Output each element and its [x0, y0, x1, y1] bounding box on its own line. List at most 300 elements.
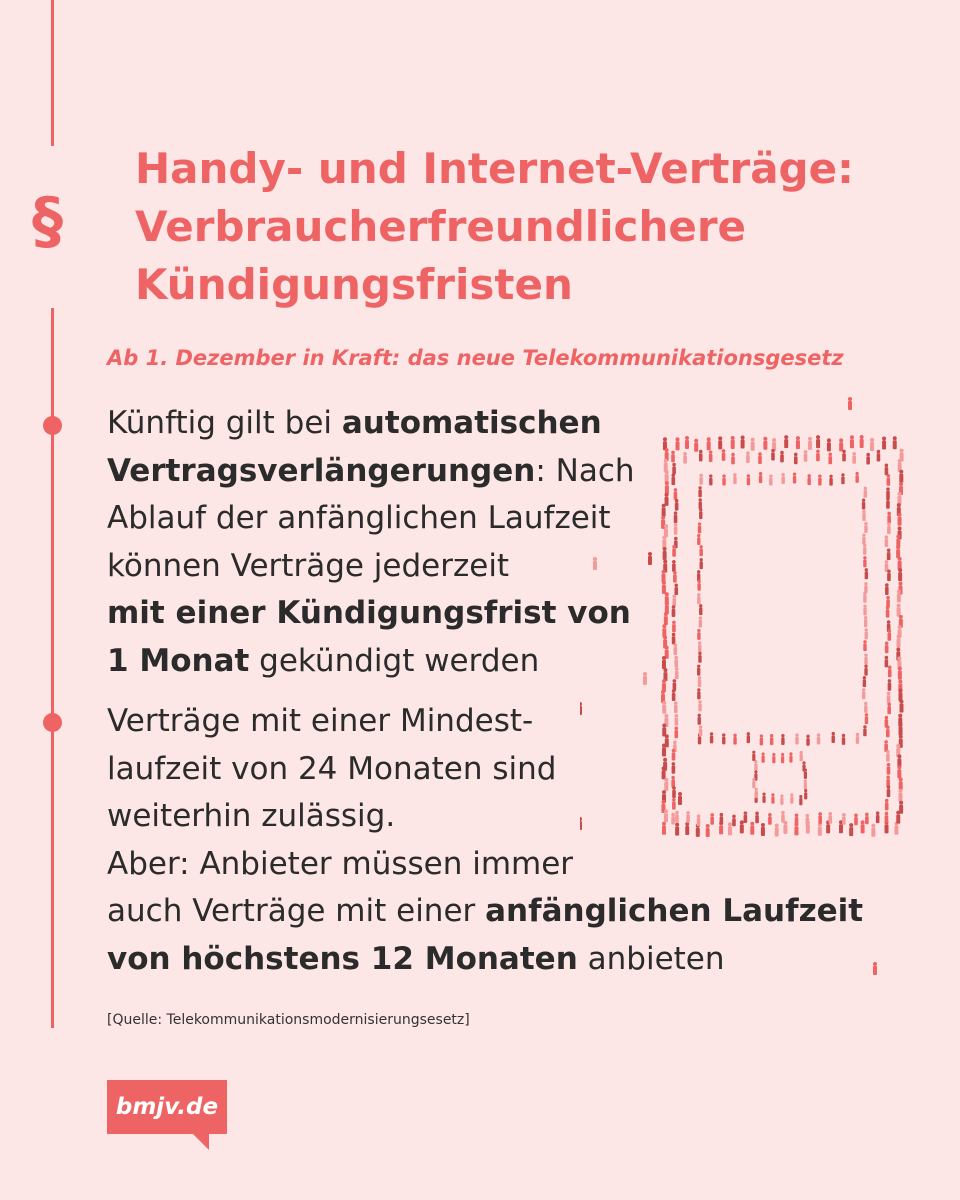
crowd-person-body — [781, 815, 785, 823]
crowd-person-body — [886, 754, 890, 762]
crowd-person-head — [864, 522, 867, 525]
crowd-person-body — [862, 537, 865, 545]
crowd-person-body — [643, 676, 647, 685]
crowd-person-head — [761, 823, 765, 827]
crowd-person-head — [741, 436, 745, 440]
crowd-person-body — [864, 657, 867, 665]
crowd-person-body — [865, 717, 868, 725]
crowd-person-head — [896, 535, 900, 539]
crowd-person-head — [662, 743, 666, 747]
crowd-person-head — [899, 735, 903, 739]
crowd-person-head — [888, 666, 892, 670]
crowd-person-body — [865, 816, 869, 824]
crowd-person-body — [816, 453, 820, 461]
crowd-person-head — [706, 824, 710, 828]
crowd-person-body — [839, 442, 843, 451]
crowd-person-head — [675, 823, 679, 827]
crowd-person-head — [728, 822, 732, 826]
crowd-person-head — [854, 814, 858, 818]
crowd-person-body — [720, 816, 724, 824]
crowd-person-body — [775, 827, 779, 836]
crowd-person-body — [709, 478, 712, 486]
crowd-person-body — [804, 454, 808, 462]
crowd-person-body — [663, 551, 667, 560]
crowd-person-body — [698, 717, 701, 725]
p1-text-c: Ablauf der anfänglichen Laufzeit — [107, 500, 611, 536]
crowd-person-head — [674, 523, 678, 527]
crowd-person-body — [698, 655, 701, 663]
crowd-person-head — [887, 692, 891, 696]
crowd-person-body — [862, 513, 865, 521]
crowd-person-body — [674, 659, 678, 667]
crowd-person-body — [894, 826, 898, 835]
crowd-person-body — [698, 490, 701, 498]
crowd-person-head — [707, 437, 711, 441]
crowd-person-body — [697, 692, 700, 700]
crowd-person-head — [755, 788, 758, 791]
crowd-person-body — [671, 477, 675, 485]
crowd-person-body — [664, 813, 668, 822]
crowd-person-head — [675, 811, 679, 815]
crowd-person-head — [674, 726, 678, 730]
crowd-person-head — [856, 733, 859, 736]
point-1-text — [107, 400, 635, 685]
crowd-person-body — [877, 453, 881, 461]
crowd-person-body — [885, 587, 889, 595]
crowd-person-body — [755, 791, 758, 798]
crowd-person-head — [697, 580, 700, 583]
crowd-person-body — [863, 560, 866, 568]
crowd-person-head — [661, 516, 665, 520]
crowd-person-head — [808, 437, 812, 441]
p2-text-e: auch Verträge mit einer — [107, 893, 486, 929]
crowd-person-head — [662, 766, 666, 770]
crowd-person-head — [661, 690, 665, 694]
crowd-person-head — [676, 437, 680, 441]
crowd-person-body — [674, 647, 678, 655]
crowd-person-head — [664, 809, 668, 813]
crowd-person-body — [849, 827, 853, 836]
crowd-person-body — [662, 826, 666, 835]
crowd-person-body — [580, 706, 582, 715]
crowd-person-head — [887, 512, 891, 516]
crowd-person-body — [873, 966, 877, 975]
p2-text-f: anbieten — [577, 940, 725, 977]
crowd-person-body — [752, 754, 755, 761]
crowd-person-head — [593, 557, 597, 561]
crowd-person-head — [674, 583, 678, 587]
crowd-person-head — [671, 451, 675, 455]
crowd-person-body — [887, 573, 891, 581]
crowd-person-body — [760, 738, 763, 746]
crowd-person-head — [678, 792, 682, 796]
crowd-person-head — [771, 793, 774, 796]
crowd-person-head — [898, 667, 902, 671]
crowd-person-head — [665, 592, 669, 596]
crowd-person-head — [772, 753, 775, 756]
crowd-person-head — [855, 472, 858, 475]
crowd-person-head — [674, 701, 678, 705]
crowd-person-body — [855, 475, 858, 483]
crowd-person-head — [865, 813, 869, 817]
crowd-person-body — [699, 620, 702, 628]
crowd-person-head — [664, 459, 668, 463]
bullet-dot-1 — [43, 416, 62, 435]
crowd-person-body — [804, 772, 807, 779]
p2-text-a: Verträge mit einer Mindest- — [107, 703, 534, 739]
crowd-person-body — [762, 796, 765, 803]
crowd-person-head — [755, 812, 759, 816]
crowd-person-head — [790, 793, 793, 796]
crowd-person-body — [675, 503, 679, 511]
crowd-person-body — [770, 737, 773, 745]
crowd-person-body — [887, 706, 891, 714]
crowd-person-head — [885, 464, 889, 468]
crowd-person-body — [698, 704, 701, 712]
crowd-person-body — [747, 478, 750, 486]
logo-speech-tail — [193, 1134, 209, 1150]
crowd-person-body — [676, 441, 680, 450]
crowd-person-head — [795, 813, 799, 817]
crowd-person-body — [866, 456, 870, 464]
crowd-person-body — [842, 737, 845, 745]
crowd-person-head — [722, 449, 726, 453]
p1-bold-a: automatischen — [341, 405, 602, 441]
crowd-person-head — [771, 449, 775, 453]
crowd-person-head — [662, 701, 666, 705]
crowd-person-head — [772, 438, 776, 442]
crowd-person-head — [897, 656, 901, 660]
crowd-person-body — [740, 824, 744, 833]
crowd-person-head — [663, 668, 667, 672]
crowd-person-head — [885, 656, 889, 660]
crowd-person-head — [864, 616, 867, 619]
crowd-person-head — [841, 473, 844, 476]
crowd-person-head — [664, 714, 668, 718]
crowd-phone-illustration — [577, 380, 920, 1000]
crowd-person-head — [752, 751, 755, 754]
crowd-person-body — [662, 585, 666, 594]
crowd-person-head — [750, 822, 754, 826]
crowd-person-body — [885, 645, 889, 653]
crowd-person-head — [674, 643, 678, 647]
crowd-person-body — [672, 549, 676, 557]
crowd-person-body — [817, 737, 820, 745]
crowd-person-head — [866, 453, 870, 457]
crowd-person-head — [899, 700, 903, 704]
crowd-person-head — [781, 473, 784, 476]
crowd-person-head — [842, 734, 845, 737]
crowd-person-body — [860, 439, 864, 448]
crowd-person-body — [672, 752, 676, 760]
crowd-person-head — [818, 474, 821, 477]
crowd-person-body — [671, 454, 675, 462]
crowd-person-body — [876, 815, 880, 823]
crowd-person-head — [898, 526, 902, 530]
crowd-person-head — [699, 725, 702, 728]
crowd-person-body — [870, 442, 874, 451]
crowd-person-head — [863, 725, 866, 728]
crowd-person-head — [896, 545, 900, 549]
crowd-person-head — [886, 776, 890, 780]
title-line-1: Handy- und Internet-Verträge: — [135, 144, 854, 193]
crowd-person-body — [750, 826, 754, 835]
crowd-person-head — [754, 770, 757, 773]
crowd-person-body — [885, 824, 889, 833]
source-note: [Quelle: Telekommunikationsmodernisierungsesetz] — [107, 1012, 470, 1028]
crowd-person-head — [672, 595, 676, 599]
crowd-person-head — [672, 463, 676, 467]
crowd-figures — [577, 397, 920, 977]
crowd-person-head — [698, 700, 701, 703]
crowd-person-head — [871, 824, 875, 828]
crowd-person-body — [865, 632, 868, 640]
crowd-person-body — [675, 671, 679, 679]
crowd-person-body — [888, 669, 892, 677]
crowd-person-head — [697, 570, 700, 573]
crowd-person-body — [887, 552, 891, 560]
crowd-person-head — [862, 533, 865, 536]
crowd-person-body — [887, 478, 891, 486]
crowd-person-body — [806, 738, 809, 746]
crowd-person-head — [698, 522, 701, 525]
crowd-person-body — [733, 737, 736, 745]
crowd-person-head — [817, 733, 820, 736]
crowd-person-head — [663, 560, 667, 564]
crowd-person-head — [898, 714, 902, 718]
crowd-person-head — [818, 812, 822, 816]
crowd-person-body — [795, 817, 799, 825]
crowd-person-head — [897, 604, 901, 608]
crowd-person-head — [699, 474, 702, 477]
crowd-person-body — [698, 526, 701, 534]
bullet-dot-2 — [43, 713, 62, 732]
crowd-person-head — [885, 716, 889, 720]
crowd-person-body — [755, 815, 759, 823]
crowd-person-head — [662, 790, 666, 794]
crowd-person-head — [804, 450, 808, 454]
crowd-person-body — [662, 705, 666, 714]
crowd-person-head — [860, 435, 864, 439]
crowd-person-head — [699, 450, 703, 454]
crowd-person-body — [818, 816, 822, 824]
crowd-person-body — [886, 609, 890, 617]
crowd-person-head — [886, 487, 890, 491]
crowd-person-head — [675, 714, 679, 718]
crowd-person-head — [897, 503, 901, 507]
crowd-person-head — [661, 800, 665, 804]
crowd-person-body — [887, 526, 891, 534]
crowd-person-body — [862, 692, 865, 700]
crowd-person-head — [864, 487, 867, 490]
crowd-person-head — [697, 534, 700, 537]
crowd-person-head — [862, 510, 865, 513]
logo-text: bmjv.de — [115, 1094, 219, 1120]
crowd-person-body — [898, 517, 902, 526]
crowd-person-head — [699, 508, 702, 511]
crowd-person-body — [697, 818, 701, 826]
crowd-person-head — [897, 765, 901, 769]
crowd-person-body — [699, 548, 702, 556]
crowd-person-head — [886, 750, 890, 754]
crowd-person-head — [665, 470, 669, 474]
crowd-person-head — [899, 470, 903, 474]
crowd-person-body — [731, 440, 735, 449]
crowd-person-head — [828, 452, 832, 456]
crowd-person-body — [674, 527, 678, 535]
crowd-person-body — [893, 440, 897, 449]
crowd-person-head — [674, 511, 678, 515]
crowd-person-head — [662, 624, 666, 628]
crowd-person-head — [804, 779, 807, 782]
crowd-person-body — [885, 659, 889, 667]
crowd-person-head — [662, 723, 666, 727]
crowd-person-body — [781, 737, 784, 745]
crowd-person-body — [888, 633, 892, 641]
crowd-person-head — [897, 754, 901, 758]
crowd-person-head — [898, 557, 902, 561]
crowd-person-body — [790, 797, 793, 804]
crowd-person-body — [593, 561, 597, 570]
crowd-person-body — [887, 515, 891, 523]
crowd-person-head — [816, 435, 820, 439]
crowd-person-head — [754, 760, 757, 763]
crowd-person-head — [643, 672, 647, 676]
crowd-person-head — [899, 482, 903, 486]
paragraph-sign-icon: § — [32, 184, 63, 257]
crowd-person-body — [722, 478, 725, 486]
crowd-person-body — [672, 624, 676, 632]
p1-text-e: gekündigt werden — [249, 642, 540, 679]
crowd-person-body — [771, 452, 775, 460]
crowd-person-head — [804, 768, 807, 771]
crowd-person-head — [769, 474, 772, 477]
crowd-person-head — [710, 813, 714, 817]
crowd-person-body — [697, 537, 700, 545]
crowd-person-body — [780, 798, 783, 805]
crowd-person-head — [863, 676, 866, 679]
crowd-person-body — [826, 824, 830, 833]
crowd-person-head — [665, 481, 669, 485]
crowd-person-body — [795, 737, 798, 745]
crowd-person-body — [850, 439, 854, 448]
timeline-line-top — [51, 0, 54, 146]
crowd-person-head — [849, 823, 853, 827]
crowd-person-head — [662, 581, 666, 585]
crowd-person-body — [769, 478, 772, 486]
crowd-person-body — [864, 619, 867, 627]
crowd-person-body — [848, 401, 852, 410]
crowd-person-head — [898, 625, 902, 629]
crowd-person-body — [648, 556, 652, 565]
crowd-person-body — [800, 754, 803, 761]
crowd-person-head — [722, 733, 725, 736]
crowd-person-head — [897, 590, 901, 594]
crowd-person-head — [709, 450, 713, 454]
crowd-person-body — [706, 828, 710, 837]
crowd-person-head — [672, 545, 676, 549]
crowd-person-head — [884, 740, 888, 744]
crowd-person-body — [828, 816, 832, 824]
crowd-person-head — [731, 453, 735, 457]
crowd-person-body — [662, 770, 666, 779]
crowd-person-head — [896, 648, 900, 652]
crowd-person-head — [671, 813, 675, 817]
crowd-person-head — [675, 667, 679, 671]
crowd-person-body — [898, 793, 902, 802]
crowd-person-body — [839, 824, 843, 833]
crowd-person-body — [722, 453, 726, 461]
crowd-person-body — [842, 453, 846, 461]
crowd-person-body — [885, 539, 889, 547]
bmjv-logo[interactable] — [107, 1080, 227, 1134]
crowd-person-body — [662, 747, 666, 756]
crowd-person-body — [697, 668, 700, 676]
crowd-person-head — [827, 438, 831, 442]
crowd-person-head — [663, 547, 667, 551]
crowd-person-body — [871, 828, 875, 837]
crowd-person-head — [710, 732, 713, 735]
crowd-person-head — [663, 635, 667, 639]
crowd-person-head — [877, 450, 881, 454]
crowd-person-head — [673, 571, 677, 575]
crowd-person-body — [678, 796, 682, 805]
crowd-person-body — [741, 440, 745, 449]
crowd-person-head — [697, 814, 701, 818]
crowd-person-head — [900, 449, 904, 453]
crowd-person-body — [674, 515, 678, 523]
crowd-person-head — [770, 734, 773, 737]
crowd-person-body — [699, 608, 702, 616]
crowd-person-body — [672, 790, 676, 798]
p1-text-a: Künftig gilt bei — [107, 405, 342, 441]
crowd-person-head — [887, 763, 891, 767]
crowd-person-body — [698, 680, 701, 688]
crowd-person-body — [854, 817, 858, 825]
crowd-person-head — [865, 568, 868, 571]
crowd-person-head — [885, 642, 889, 646]
crowd-person-body — [780, 454, 784, 462]
crowd-person-body — [685, 440, 689, 449]
crowd-person-head — [842, 813, 846, 817]
crowd-person-head — [899, 722, 903, 726]
crowd-person-body — [744, 815, 748, 823]
crowd-person-body — [794, 456, 798, 464]
crowd-person-body — [707, 441, 711, 450]
p1-text-d: können Verträge jederzeit — [107, 547, 510, 584]
crowd-person-body — [864, 705, 867, 713]
crowd-person-head — [816, 450, 820, 454]
crowd-person-head — [722, 474, 725, 477]
crowd-person-body — [772, 756, 775, 763]
crowd-person-head — [664, 612, 668, 616]
crowd-person-head — [804, 789, 807, 792]
crowd-person-body — [672, 801, 676, 809]
crowd-person-body — [888, 683, 892, 691]
p2-bold-b: von höchstens 12 Monaten — [107, 940, 578, 977]
crowd-person-body — [699, 477, 702, 485]
crowd-person-head — [698, 486, 701, 489]
crowd-person-head — [580, 702, 582, 706]
crowd-person-head — [699, 498, 702, 501]
crowd-person-head — [663, 437, 667, 441]
crowd-person-body — [698, 645, 701, 653]
crowd-person-head — [747, 474, 750, 477]
crowd-person-head — [886, 596, 890, 600]
crowd-person-head — [780, 451, 784, 455]
page-title — [135, 140, 854, 314]
crowd-person-body — [807, 478, 810, 486]
